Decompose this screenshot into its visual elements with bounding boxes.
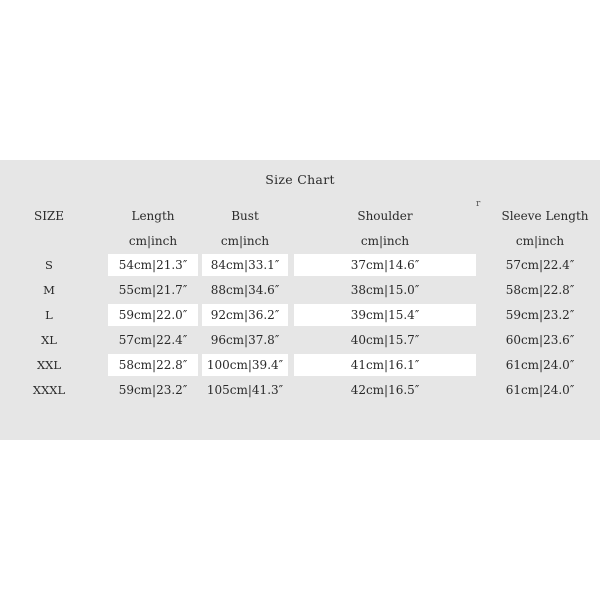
bust-cell: 92cm|36.2″ [210, 308, 280, 322]
length-cell: 55cm|21.7″ [118, 283, 188, 297]
size-cell: XXL [36, 358, 61, 372]
table-row [0, 304, 600, 326]
unit-shoulder: cm|inch [360, 234, 410, 248]
shoulder-cell: 38cm|15.0″ [350, 283, 420, 297]
unit-sleeve: cm|inch [515, 234, 565, 248]
table-row [0, 354, 600, 376]
table-row [0, 279, 600, 301]
sleeve-cell: 57cm|22.4″ [505, 258, 575, 272]
bust-cell: 100cm|39.4″ [206, 358, 284, 372]
header-shoulder: Shoulder [357, 209, 413, 223]
sleeve-cell: 58cm|22.8″ [505, 283, 575, 297]
header-size: SIZE [33, 209, 65, 223]
shoulder-cell: 39cm|15.4″ [350, 308, 420, 322]
corner-mark: r [476, 199, 481, 209]
length-cell: 59cm|22.0″ [118, 308, 188, 322]
shoulder-cell: 42cm|16.5″ [350, 383, 420, 397]
sleeve-cell: 61cm|24.0″ [505, 383, 575, 397]
sleeve-cell: 61cm|24.0″ [505, 358, 575, 372]
table-row [0, 254, 600, 276]
length-cell: 58cm|22.8″ [118, 358, 188, 372]
length-cell: 59cm|23.2″ [118, 383, 188, 397]
chart-title: Size Chart [265, 172, 335, 187]
length-cell: 57cm|22.4″ [118, 333, 188, 347]
size-cell: XL [41, 333, 57, 347]
table-row [0, 329, 600, 351]
size-cell: XXXL [32, 383, 66, 397]
shoulder-cell: 41cm|16.1″ [350, 358, 420, 372]
unit-bust: cm|inch [220, 234, 270, 248]
unit-length: cm|inch [128, 234, 178, 248]
bust-cell: 96cm|37.8″ [210, 333, 280, 347]
sleeve-cell: 59cm|23.2″ [505, 308, 575, 322]
sleeve-cell: 60cm|23.6″ [505, 333, 575, 347]
length-cell: 54cm|21.3″ [118, 258, 188, 272]
shoulder-cell: 40cm|15.7″ [350, 333, 420, 347]
header-bust: Bust [231, 209, 259, 223]
shoulder-cell: 37cm|14.6″ [350, 258, 420, 272]
header-sleeve-length: Sleeve Length [501, 209, 589, 223]
size-cell: M [43, 283, 55, 297]
size-cell: S [45, 258, 53, 272]
bust-cell: 84cm|33.1″ [210, 258, 280, 272]
size-cell: L [45, 308, 53, 322]
bust-cell: 105cm|41.3″ [206, 383, 284, 397]
bust-cell: 88cm|34.6″ [210, 283, 280, 297]
table-row [0, 379, 600, 401]
header-length: Length [131, 209, 175, 223]
